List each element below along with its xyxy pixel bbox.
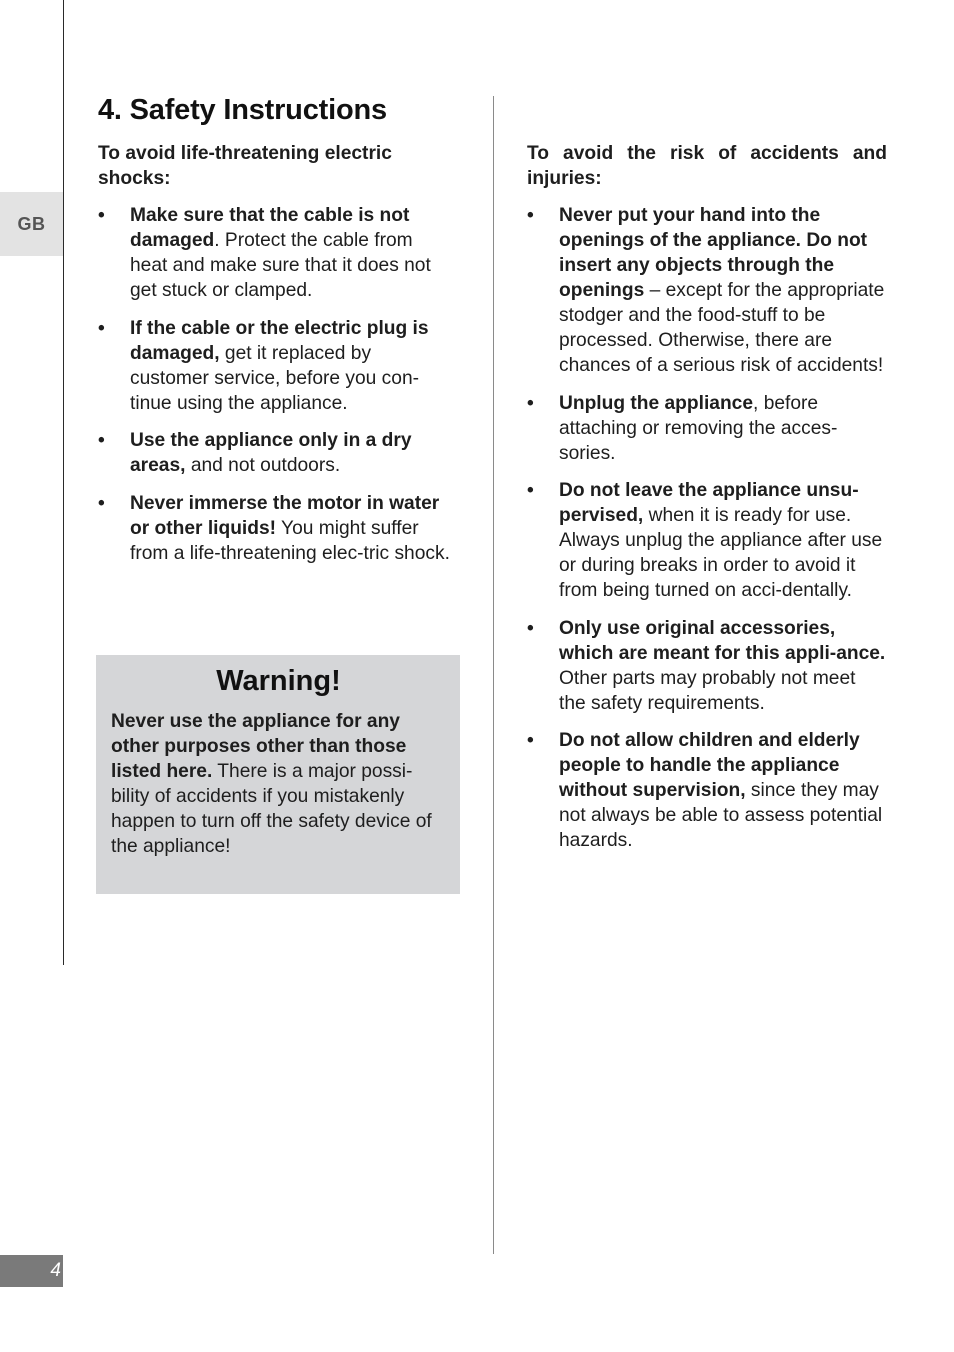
left-column [98, 141, 453, 578]
item-text: get it replaced by customer service, before you con-tinue using the appliance. [130, 342, 420, 414]
item-text: , before attaching or removing the acces-sories. [559, 392, 838, 464]
language-tab [0, 192, 63, 256]
bullet-icon: • [527, 392, 534, 414]
bullet-icon: • [98, 317, 105, 339]
list-item [98, 491, 453, 566]
item-emphasis: Never immerse the motor in water or other liquids! [130, 492, 440, 539]
page-title: 4. Safety Instructions [98, 94, 387, 126]
item-text: and not outdoors. [185, 455, 341, 476]
item-emphasis: Do not allow children and elderly people to handle the appliance without supervision, [559, 730, 860, 801]
item-emphasis: Unplug the appliance [559, 392, 754, 414]
list-item [527, 616, 887, 716]
warning-title: Warning! [216, 665, 341, 697]
item-text: since they may not always be able to assess potential hazards. [559, 780, 883, 851]
warning-box [96, 655, 460, 894]
item-text: when it is ready for use. Always unplug the appliance after use or during breaks in order to avoid it from being turned on acci-dentally. [559, 505, 883, 601]
list-item [98, 428, 453, 478]
item-emphasis: If the cable or the electric plug is damaged, [130, 317, 429, 364]
item-emphasis: Do not leave the appliance unsu-pervised, [559, 480, 859, 526]
item-emphasis: Only use original accessories, which are meant for this appli-ance. [559, 617, 886, 664]
list-item [527, 203, 887, 378]
right-column [527, 141, 887, 866]
bullet-icon: • [98, 492, 105, 514]
left-bullet-list [98, 203, 453, 566]
warning-body: There is a major possi-bility of accidents if you mistakenly happen to turn off the safety device of the appliance! [111, 761, 432, 857]
bullet-icon: • [527, 730, 534, 751]
list-item [527, 478, 887, 603]
bullet-icon: • [527, 617, 534, 639]
item-text: Other parts may probably not meet the safety requirements. [559, 667, 856, 714]
warning-emphasis: Never use the appliance for any other purposes other than those listed here. [111, 711, 407, 782]
item-text: – except for the appropriate stodger and the food-stuff to be processed. Otherwise, there are chances of a serious risk of accidents! [559, 280, 885, 376]
item-text: You might suffer from a life-threatening elec-tric shock. [130, 517, 450, 564]
item-emphasis: Use the appliance only in a dry areas, [130, 430, 412, 476]
list-item [527, 728, 887, 853]
item-emphasis: Never put your hand into the openings of the appliance. Do not insert any objects through the openings [559, 205, 868, 301]
bullet-icon: • [527, 480, 534, 501]
right-lead: To avoid the risk of accidents and injuries: [527, 143, 887, 189]
bullet-icon: • [98, 430, 105, 451]
warning-text [111, 709, 446, 859]
margin-rule [63, 0, 64, 965]
item-text: . Protect the cable from heat and make sure that it does not get stuck or clamped. [130, 230, 431, 301]
right-bullet-list [527, 203, 887, 853]
bullet-icon: • [98, 205, 105, 226]
list-item [98, 316, 453, 416]
bullet-icon: • [527, 205, 534, 226]
column-divider [493, 96, 494, 1254]
list-item [98, 203, 453, 303]
page-number [0, 1255, 63, 1287]
left-lead: To avoid life-threatening electric shocks: [98, 143, 392, 189]
list-item [527, 391, 887, 466]
language-tab-label: GB [17, 213, 46, 234]
page-number-label: 4 [50, 1260, 61, 1281]
item-emphasis: Make sure that the cable is not damaged [130, 205, 410, 251]
